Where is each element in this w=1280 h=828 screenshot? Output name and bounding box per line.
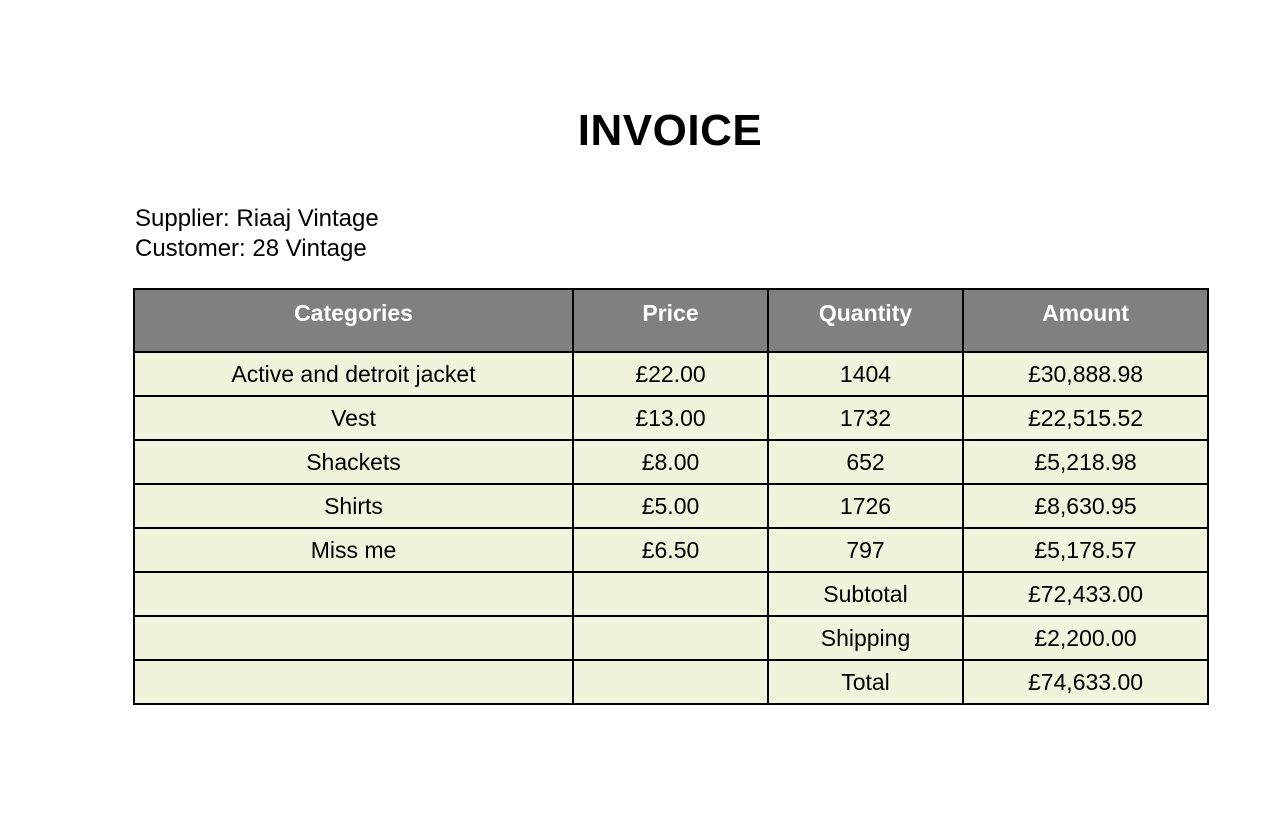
shipping-label: Shipping xyxy=(768,616,963,660)
cell-amount: £5,178.57 xyxy=(963,528,1208,572)
customer-line: Customer: 28 Vintage xyxy=(135,235,367,262)
table-row xyxy=(134,396,1208,440)
empty-cell xyxy=(134,572,573,616)
table-row xyxy=(134,352,1208,396)
cell-quantity: 797 xyxy=(768,528,963,572)
cell-category: Shirts xyxy=(134,484,573,528)
party-details xyxy=(135,204,379,264)
table-row xyxy=(134,484,1208,528)
invoice-title: INVOICE xyxy=(577,106,763,155)
summary-row-shipping xyxy=(134,616,1208,660)
shipping-amount: £2,200.00 xyxy=(963,616,1208,660)
header-categories: Categories xyxy=(134,289,573,352)
empty-cell xyxy=(134,660,573,704)
subtotal-label: Subtotal xyxy=(768,572,963,616)
empty-cell xyxy=(134,616,573,660)
header-quantity: Quantity xyxy=(768,289,963,352)
cell-amount: £30,888.98 xyxy=(963,352,1208,396)
cell-category: Shackets xyxy=(134,440,573,484)
table-header-row xyxy=(134,289,1208,352)
summary-row-total xyxy=(134,660,1208,704)
cell-price: £6.50 xyxy=(573,528,768,572)
cell-amount: £22,515.52 xyxy=(963,396,1208,440)
cell-category: Active and detroit jacket xyxy=(134,352,573,396)
empty-cell xyxy=(573,616,768,660)
table-row xyxy=(134,528,1208,572)
summary-row-subtotal xyxy=(134,572,1208,616)
supplier-line: Supplier: Riaaj Vintage xyxy=(135,205,379,232)
empty-cell xyxy=(573,572,768,616)
cell-quantity: 1732 xyxy=(768,396,963,440)
header-amount: Amount xyxy=(963,289,1208,352)
subtotal-amount: £72,433.00 xyxy=(963,572,1208,616)
cell-quantity: 1726 xyxy=(768,484,963,528)
cell-price: £22.00 xyxy=(573,352,768,396)
table-row xyxy=(134,440,1208,484)
cell-category: Vest xyxy=(134,396,573,440)
total-label: Total xyxy=(768,660,963,704)
header-price: Price xyxy=(573,289,768,352)
cell-amount: £8,630.95 xyxy=(963,484,1208,528)
cell-amount: £5,218.98 xyxy=(963,440,1208,484)
invoice-table xyxy=(133,288,1209,705)
cell-price: £13.00 xyxy=(573,396,768,440)
cell-quantity: 652 xyxy=(768,440,963,484)
cell-category: Miss me xyxy=(134,528,573,572)
total-amount: £74,633.00 xyxy=(963,660,1208,704)
cell-price: £8.00 xyxy=(573,440,768,484)
cell-quantity: 1404 xyxy=(768,352,963,396)
empty-cell xyxy=(573,660,768,704)
cell-price: £5.00 xyxy=(573,484,768,528)
